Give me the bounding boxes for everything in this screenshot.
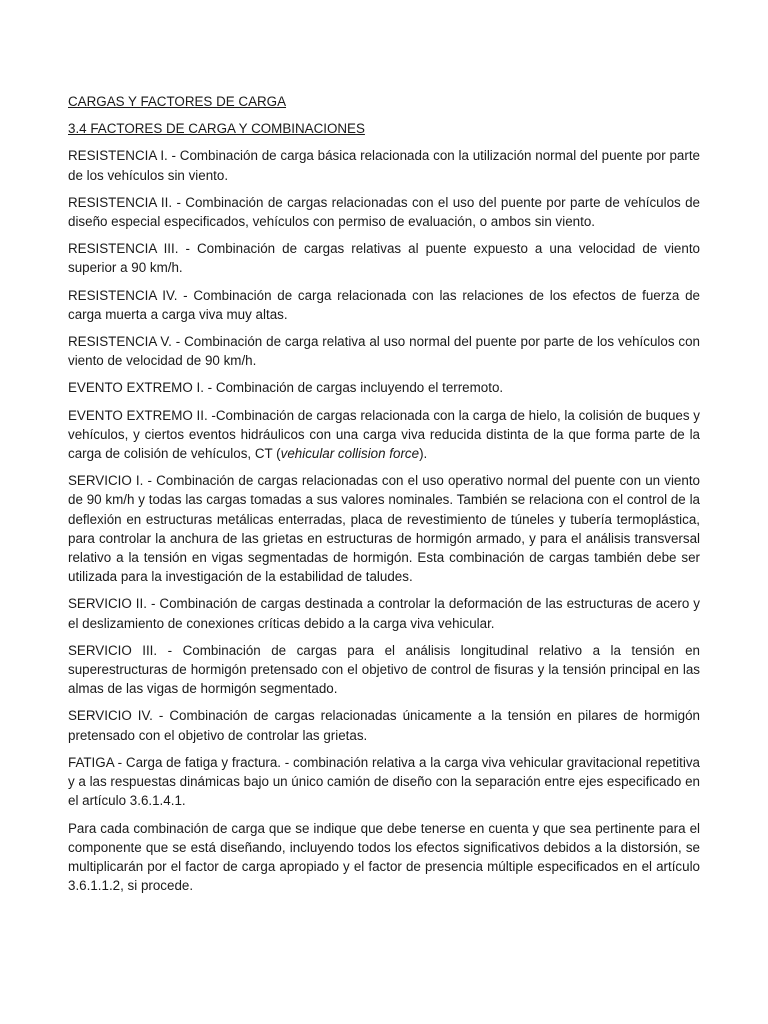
paragraph-servicio-3: SERVICIO III. - Combinación de cargas para el análisis longitudinal relativo a la tensión en superestructuras de hormigón pretensado con el objetivo de control de fisuras y la tensión principal en las almas de las vigas de hormigón segmentado.: [68, 642, 700, 697]
paragraph-fatiga: FATIGA - Carga de fatiga y fractura. - combinación relativa a la carga viva vehicular gravitacional repetitiva y a las respuestas dinámicas bajo un único camión de diseño con la separación entre ejes especificado en el artículo 3.6.1.4.1.: [68, 754, 700, 809]
evento-extremo-2-text: EVENTO EXTREMO II. -Combinación de cargas relacionada con la carga de hielo, la colisión de buques y vehículos, y ciertos eventos hidráulicos con una carga viva reducida distinta de la que forma parte de la carga de colisión de vehículos, CT (: [68, 407, 700, 462]
subsection-title: 3.4 FACTORES DE CARGA Y COMBINACIONES: [68, 121, 365, 137]
paragraph-servicio-4: SERVICIO IV. - Combinación de cargas relacionadas únicamente a la tensión en pilares de hormigón pretensado con el objetivo de controlar las grietas.: [68, 708, 700, 743]
paragraph-resistencia-2: RESISTENCIA II. - Combinación de cargas relacionadas con el uso del puente por parte de vehículos de diseño especial especificados, vehículos con permiso de evaluación, o ambos sin viento.: [68, 194, 700, 230]
paragraph-evento-extremo-1: EVENTO EXTREMO I. - Combinación de cargas incluyendo el terremoto.: [68, 380, 504, 396]
paragraph-resistencia-3: RESISTENCIA III. - Combinación de cargas relativas al puente expuesto a una velocidad de viento superior a 90 km/h.: [68, 241, 700, 276]
paragraph-resistencia-5: RESISTENCIA V. - Combinación de carga relativa al uso normal del puente por parte de los vehículos con viento de velocidad de 90 km/h.: [68, 334, 700, 369]
evento-extremo-2-text-end: ).: [419, 446, 428, 462]
paragraph-evento-extremo-2: [68, 406, 700, 464]
paragraph-resistencia-4: RESISTENCIA IV. - Combinación de carga relacionada con las relaciones de los efectos de fuerza de carga muerta a carga viva muy altas.: [68, 287, 700, 322]
paragraph-resistencia-1: RESISTENCIA I. - Combinación de carga básica relacionada con la utilización normal del puente por parte de los vehículos sin viento.: [68, 148, 700, 183]
paragraph-servicio-1: SERVICIO I. - Combinación de cargas relacionadas con el uso operativo normal del puente con un viento de 90 km/h y todas las cargas tomadas a sus valores nominales. También se relaciona con el control de la deflexión en estructuras metálicas enterradas, placa de revestimiento de túneles y tubería termoplástica, para controlar la anchura de las grietas en estructuras de hormigón armado, y para el análisis transversal relativo a la tensión en vigas segmentadas de hormigón. Esta combinación de cargas también debe ser utilizada para la investigación de la estabilidad de taludes.: [68, 473, 700, 585]
evento-extremo-2-italic-term: vehicular collision force: [280, 446, 420, 462]
paragraph-servicio-2: SERVICIO II. - Combinación de cargas destinada a controlar la deformación de las estructuras de acero y el deslizamiento de conexiones críticas debido a la carga viva vehicular.: [68, 596, 700, 631]
paragraph-combinacion-general: Para cada combinación de carga que se indique que debe tenerse en cuenta y que sea pertinente para el componente que se está diseñando, incluyendo todos los efectos significativos debidos a la distorsión, se multiplicarán por el factor de carga apropiado y el factor de presencia múltiple especificados en el artículo 3.6.1.1.2, si procede.: [68, 820, 700, 894]
document-page: [68, 92, 700, 903]
section-title: CARGAS Y FACTORES DE CARGA: [68, 94, 287, 109]
